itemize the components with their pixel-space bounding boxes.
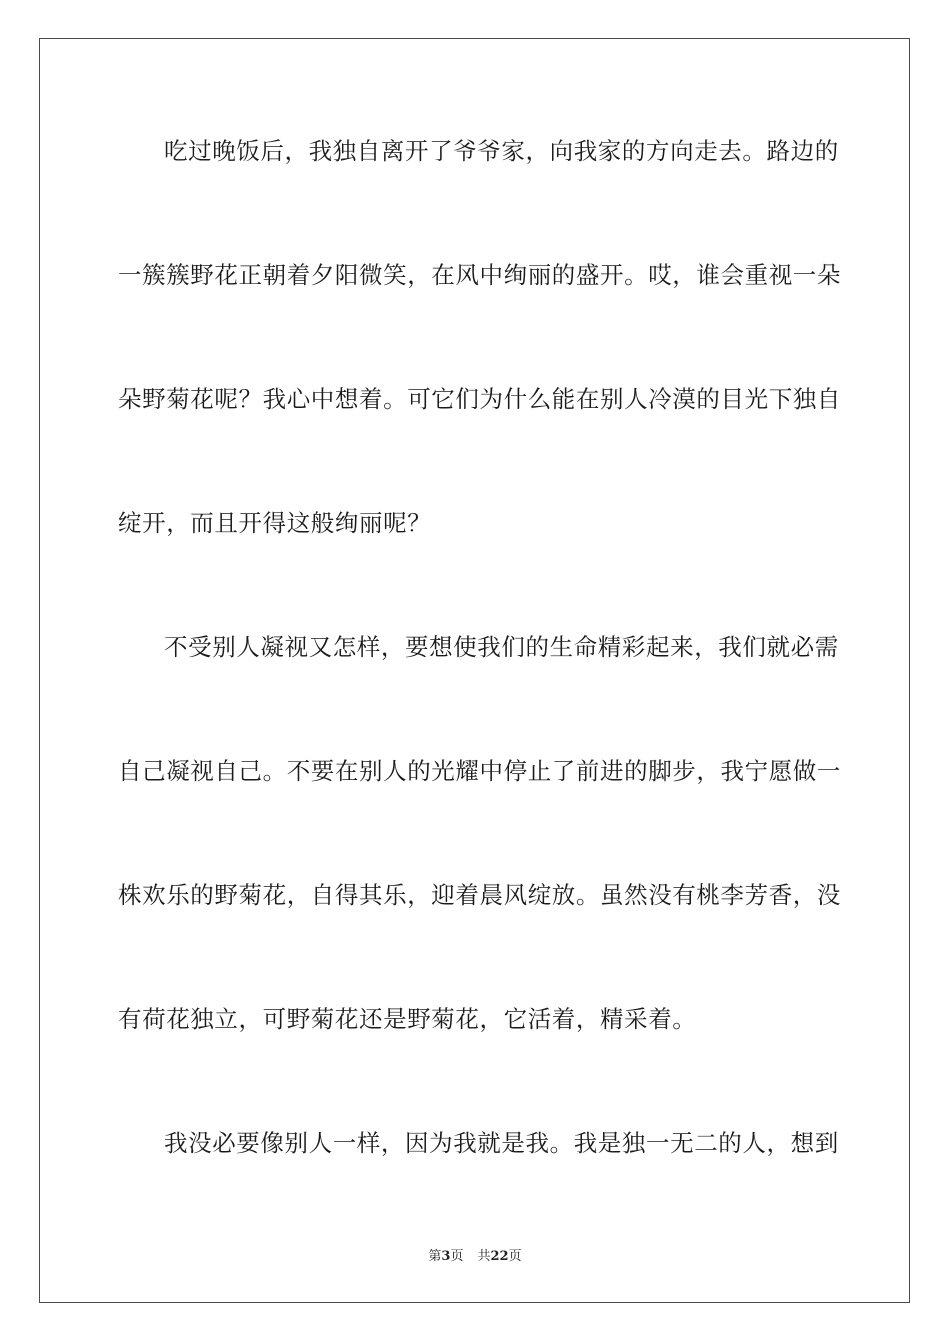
total-prefix: 共 [477, 1249, 491, 1264]
total-pages: 22 [490, 1249, 509, 1264]
paragraph-2-line-1: 不受别人凝视又怎样，要想使我们的生命精彩起来，我们就必需 [164, 633, 839, 661]
page-border [39, 38, 910, 1303]
paragraph-2-line-3: 株欢乐的野菊花，自得其乐，迎着晨风绽放。虽然没有桃李芳香，没 [118, 881, 841, 909]
paragraph-2-line-2: 自己凝视自己。不要在别人的光耀中停止了前进的脚步，我宁愿做一 [118, 757, 841, 785]
page-footer [0, 1248, 950, 1266]
page-prefix: 第 [428, 1249, 442, 1264]
paragraph-1-line-4: 绽开，而且开得这般绚丽呢？ [118, 509, 432, 537]
page-number: 3 [441, 1249, 451, 1264]
paragraph-3-line-1: 我没必要像别人一样，因为我就是我。我是独一无二的人，想到 [164, 1129, 839, 1157]
total-suffix: 页 [508, 1249, 522, 1264]
page-suffix: 页 [450, 1249, 464, 1264]
paragraph-1-line-3: 朵野菊花呢？我心中想着。可它们为什么能在别人冷漠的目光下独自 [118, 385, 841, 413]
paragraph-2-line-4: 有荷花独立，可野菊花还是野菊花，它活着，精采着。 [118, 1005, 697, 1033]
paragraph-1-line-1: 吃过晚饭后，我独自离开了爷爷家，向我家的方向走去。路边的 [164, 137, 839, 165]
paragraph-1-line-2: 一簇簇野花正朝着夕阳微笑，在风中绚丽的盛开。哎，谁会重视一朵 [118, 261, 841, 289]
